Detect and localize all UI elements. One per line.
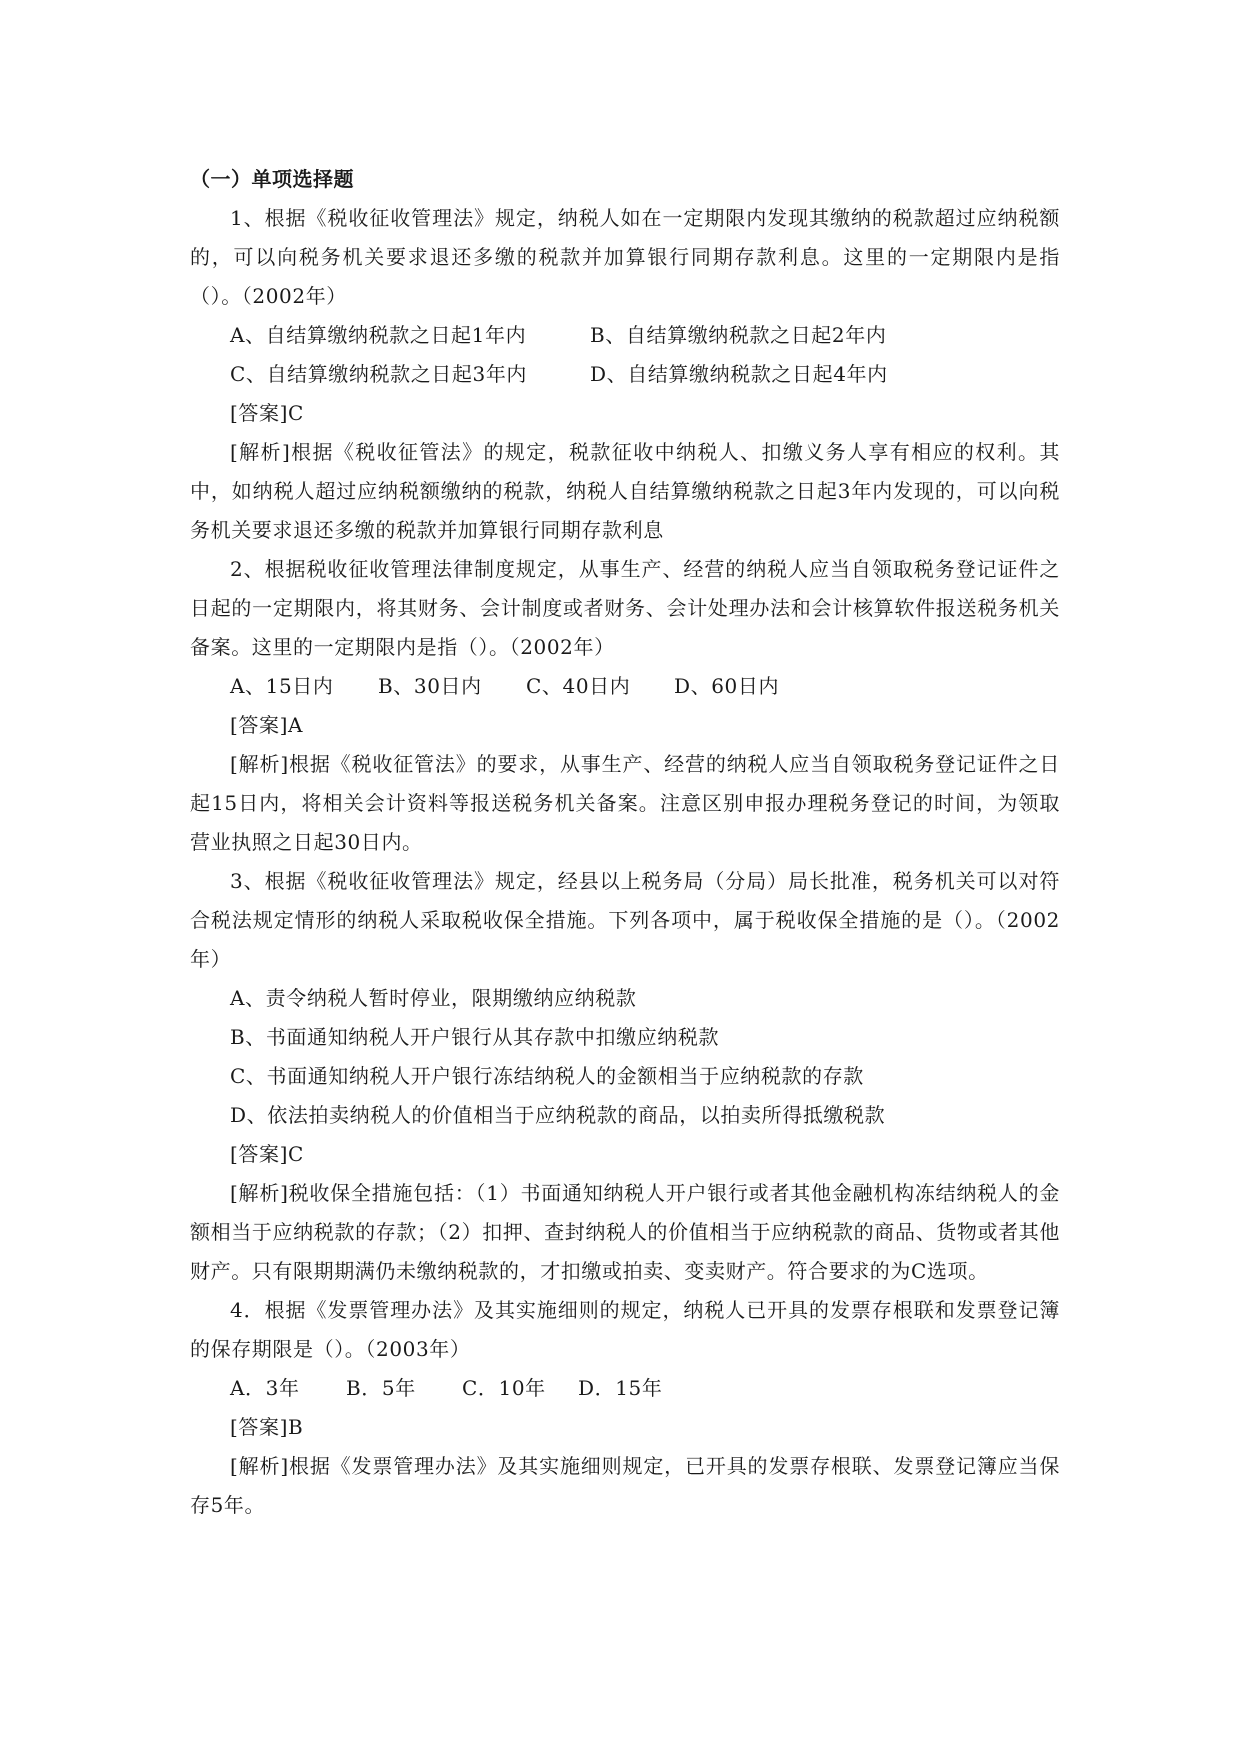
section-heading: （一）单项选择题 — [190, 167, 354, 191]
question-4-option-b: B．5年 — [346, 1376, 416, 1400]
question-3-stem: 3、根据《税收征收管理法》规定，经县以上税务局（分局）局长批准，税务机关可以对符合税法规定情形的纳税人采取税收保全措施。下列各项中，属于税收保全措施的是（）。（2002年） — [190, 869, 1060, 971]
question-2-option-c: C、40日内 — [526, 674, 631, 698]
question-1-option-c: C、自结算缴纳税款之日起3年内 — [230, 362, 528, 386]
question-2-answer: [答案]A — [230, 713, 304, 737]
question-2-option-a: A、15日内 — [230, 674, 334, 698]
question-3-option-a: A、责令纳税人暂时停业，限期缴纳应纳税款 — [230, 986, 637, 1010]
question-4-analysis: [解析]根据《发票管理办法》及其实施细则规定，已开具的发票存根联、发票登记簿应当保存5年。 — [190, 1454, 1060, 1517]
question-1-option-d: D、自结算缴纳税款之日起4年内 — [590, 362, 888, 386]
question-1-options-row-1 — [190, 316, 1060, 355]
question-1-options-row-2 — [190, 355, 1060, 394]
document-page — [190, 160, 1060, 1525]
question-3-option-d: D、依法拍卖纳税人的价值相当于应纳税款的商品，以拍卖所得抵缴税款 — [230, 1103, 886, 1127]
question-1-option-b: B、自结算缴纳税款之日起2年内 — [590, 323, 887, 347]
question-1-answer: [答案]C — [230, 401, 304, 425]
question-2-options-row — [190, 667, 1060, 706]
question-1-stem: 1、根据《税收征收管理法》规定，纳税人如在一定期限内发现其缴纳的税款超过应纳税额的，可以向税务机关要求退还多缴的税款并加算银行同期存款利息。这里的一定期限内是指（）。（2002年） — [190, 206, 1060, 308]
question-4-option-d: D．15年 — [578, 1376, 663, 1400]
question-4-option-c: C．10年 — [462, 1376, 546, 1400]
question-4-stem: 4．根据《发票管理办法》及其实施细则的规定，纳税人已开具的发票存根联和发票登记簿的保存期限是（）。（2003年） — [190, 1298, 1060, 1361]
question-2-option-d: D、60日内 — [674, 674, 780, 698]
question-3-answer: [答案]C — [230, 1142, 304, 1166]
question-2-option-b: B、30日内 — [378, 674, 482, 698]
question-1-option-a: A、自结算缴纳税款之日起1年内 — [230, 323, 527, 347]
question-4-answer: [答案]B — [230, 1415, 304, 1439]
question-4-option-a: A．3年 — [230, 1376, 300, 1400]
question-3-option-b: B、书面通知纳税人开户银行从其存款中扣缴应纳税款 — [230, 1025, 720, 1049]
question-4-options-row — [190, 1369, 1060, 1408]
question-1-analysis: [解析]根据《税收征管法》的规定，税款征收中纳税人、扣缴义务人享有相应的权利。其中，如纳税人超过应纳税额缴纳的税款，纳税人自结算缴纳税款之日起3年内发现的，可以向税务机关要求退还多缴的税款并加算银行同期存款利息 — [190, 440, 1060, 542]
question-2-analysis: [解析]根据《税收征管法》的要求，从事生产、经营的纳税人应当自领取税务登记证件之日起15日内，将相关会计资料等报送税务机关备案。注意区别申报办理税务登记的时间，为领取营业执照之日起30日内。 — [190, 752, 1060, 854]
question-3-option-c: C、书面通知纳税人开户银行冻结纳税人的金额相当于应纳税款的存款 — [230, 1064, 864, 1088]
question-2-stem: 2、根据税收征收管理法律制度规定，从事生产、经营的纳税人应当自领取税务登记证件之日起的一定期限内，将其财务、会计制度或者财务、会计处理办法和会计核算软件报送税务机关备案。这里的一定期限内是指（）。（2002年） — [190, 557, 1060, 659]
question-3-analysis: [解析]税收保全措施包括：（1）书面通知纳税人开户银行或者其他金融机构冻结纳税人的金额相当于应纳税款的存款；（2）扣押、查封纳税人的价值相当于应纳税款的商品、货物或者其他财产。只有限期期满仍未缴纳税款的，才扣缴或拍卖、变卖财产。符合要求的为C选项。 — [190, 1181, 1060, 1283]
